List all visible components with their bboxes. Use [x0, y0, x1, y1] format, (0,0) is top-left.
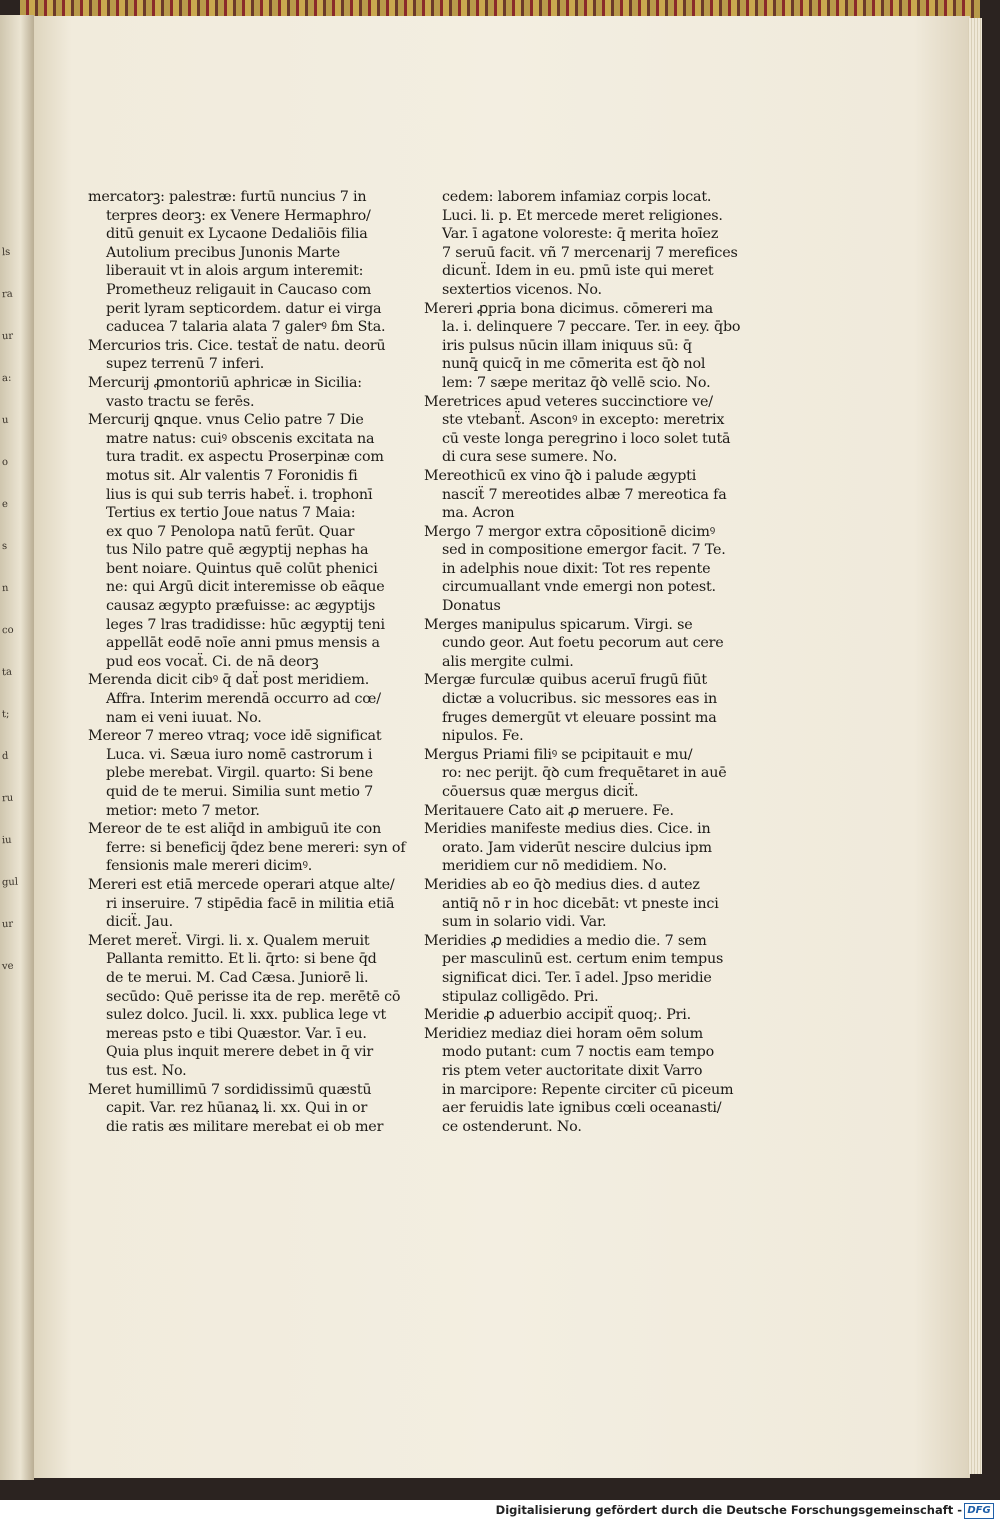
- text-line: in marcipore: Repente circiter cū piceum: [442, 1081, 734, 1098]
- text-line: secūdo: Quē perisse ita de rep. merētē cō: [106, 988, 401, 1005]
- text-line: significat dici. Ter. ī adel. Jpso meridie: [442, 969, 712, 986]
- text-line: cū veste longa peregrino i loco solet tutā: [442, 430, 731, 447]
- text-line: vasto tractu se ferēs.: [106, 393, 255, 410]
- margin-fragment: ur: [1, 918, 14, 931]
- text-line: Mereri est etiā mercede operari atque alte/: [88, 876, 395, 893]
- text-line: tus Nilo patre quē ægyptij nephas ha: [106, 542, 369, 559]
- text-line: Mercurij ꝓmontoriū aphricæ in Sicilia:: [88, 374, 362, 391]
- text-line: diciẗ. Jau.: [106, 914, 173, 931]
- text-line: antiq̄ nō r in hoc dicebāt: vt pneste inci: [442, 895, 719, 912]
- text-line: ris ptem veter auctoritate dixit Varro: [442, 1062, 703, 1079]
- text-column-right: [424, 188, 741, 1136]
- text-line: ex quo 7 Penolopa natū ferūt. Quar: [106, 523, 355, 540]
- text-line: Meret mereẗ. Virgi. li. x. Qualem meruit: [88, 932, 370, 949]
- text-line: ce ostenderunt. No.: [442, 1118, 582, 1135]
- text-line: nunq̄ quicq̄ in me cōmerita est q̄ꝺ nol: [442, 356, 706, 373]
- margin-fragment: o: [1, 456, 9, 469]
- text-line: lem: 7 sæpe meritaz q̄ꝺ vellē scio. No.: [442, 374, 711, 391]
- margin-fragment: ta: [1, 666, 13, 679]
- margin-fragment: ru: [1, 792, 14, 805]
- text-line: ditū genuit ex Lycaone Dedaliōis filia: [106, 226, 368, 243]
- text-line: fruges demergūt vt eleuare possint ma: [442, 709, 717, 726]
- text-line: Luca. vi. Sæua iuro nomē castrorum i: [106, 746, 373, 763]
- text-line: cōuersus quæ mergus diciẗ.: [442, 784, 639, 800]
- text-line: tus est. No.: [106, 1062, 187, 1079]
- text-line: Meretrices apud veteres succinctiore ve/: [424, 393, 713, 410]
- margin-fragment: n: [1, 582, 9, 595]
- text-line: cedem: laborem infamiaz corpis locat.: [442, 189, 712, 205]
- text-line: nasciẗ 7 mereotides albæ 7 mereotica fa: [442, 486, 727, 503]
- text-line: liberauit vt in alois argum interemit:: [106, 263, 364, 280]
- text-line: terpres deorꝫ: ex Venere Hermaphro/: [106, 207, 371, 224]
- text-line: iris pulsus nūcin illam iniquus sū: q̄: [442, 337, 692, 354]
- text-line: causaz ægypto præfuisse: ac ægyptijs: [106, 598, 376, 615]
- text-line: Mergæ furculæ quibus aceruī frugū fiūt: [424, 672, 707, 689]
- text-line: Donatus: [442, 598, 501, 615]
- text-line: perit lyram septicordem. datur ei virga: [106, 300, 382, 317]
- text-line: Var. ī agatone voloreste: q̄ merita hoīez: [442, 226, 719, 243]
- text-line: supez terrenū 7 inferi.: [106, 356, 265, 373]
- text-line: plebe merebat. Virgil. quarto: Si bene: [106, 765, 374, 782]
- text-line: Affra. Interim merendā occurro ad cœ/: [106, 691, 381, 708]
- text-line: Mercurij ꝗnque. vnus Celio patre 7 Die: [88, 412, 364, 429]
- text-line: nipulos. Fe.: [442, 728, 524, 745]
- text-line: Meridies manifeste medius dies. Cice. in: [424, 821, 711, 838]
- margin-fragment: ur: [1, 330, 14, 343]
- text-line: mercatorꝫ: palestræ: furtū nuncius 7 in: [88, 189, 367, 205]
- text-line: capit. Var. rez hūanaꝝ li. xx. Qui in or: [106, 1100, 368, 1117]
- text-line: ri inseruire. 7 stipēdia facē in militia etiā: [106, 895, 395, 912]
- text-line: matre natus: cuiꝰ obscenis excitata na: [106, 430, 375, 447]
- text-line: motus sit. Alr valentis 7 Foronidis fi: [106, 467, 358, 484]
- text-line: caducea 7 talaria alata 7 galerꝰ ɓm Sta.: [106, 319, 386, 336]
- text-line: Meridies ꝓ medidies a medio die. 7 sem: [424, 932, 707, 949]
- text-line: sextertios vicenos. No.: [442, 281, 602, 298]
- text-line: Mereor 7 mereo vtraq; voce idē significat: [88, 728, 382, 745]
- text-line: Meritauere Cato ait ꝓ meruere. Fe.: [424, 802, 674, 819]
- text-line: aer feruidis late ignibus cœli oceanasti/: [442, 1100, 722, 1117]
- text-line: Meridiez mediaz diei horam oēm solum: [424, 1025, 703, 1042]
- text-line: metior: meto 7 metor.: [106, 802, 260, 819]
- text-line: Autolium precibus Junonis Marte: [106, 244, 341, 261]
- text-line: lius is qui sub terris habeẗ. i. trophonī: [106, 486, 373, 503]
- previous-page-edge: [0, 15, 34, 1480]
- text-line: di cura sese sumere. No.: [442, 449, 618, 466]
- text-line: Pallanta remitto. Et li. q̄rto: si bene q̄d: [106, 951, 377, 968]
- margin-fragment: u: [1, 414, 9, 427]
- margin-fragment: ls: [1, 246, 11, 259]
- margin-fragment: t;: [1, 708, 10, 721]
- text-line: bent noiare. Quintus quē colūt phenici: [106, 560, 378, 577]
- text-line: ne: qui Argū dicit interemisse ob eāque: [106, 579, 385, 596]
- text-line: die ratis æs militare merebat ei ob mer: [106, 1118, 384, 1135]
- text-line: Merges manipulus spicarum. Virgi. se: [424, 616, 693, 633]
- text-line: tura tradit. ex aspectu Proserpinæ com: [106, 449, 384, 466]
- text-line: Mergo 7 mergor extra cōpositionē dicimꝰ: [424, 523, 715, 540]
- text-line: Meridies ab eo q̄ꝺ medius dies. d autez: [424, 876, 700, 893]
- text-line: Tertius ex tertio Joue natus 7 Maia:: [106, 505, 356, 522]
- text-line: leges 7 lras tradidisse: hūc ægyptij teni: [106, 616, 385, 633]
- text-line: appellāt eodē noīe anni pmus mensis a: [106, 635, 380, 652]
- text-line: meridiem cur nō medidiem. No.: [442, 858, 667, 875]
- footer-bar: [0, 1500, 1000, 1521]
- text-line: alis mergite culmi.: [442, 653, 574, 670]
- text-line: Mereor de te est aliq̄d in ambiguū ite con: [88, 821, 382, 838]
- margin-fragment: ve: [1, 960, 14, 973]
- text-line: circumuallant vnde emergi non potest.: [442, 579, 716, 596]
- text-line: Luci. li. p. Et mercede meret religiones.: [442, 207, 723, 224]
- margin-fragment: e: [1, 498, 9, 511]
- text-line: de te merui. M. Cad Cæsa. Juniorē li.: [106, 969, 369, 986]
- margin-fragment: ra: [1, 288, 14, 301]
- text-line: dicunẗ. Idem in eu. pmū iste qui meret: [442, 263, 714, 280]
- dfg-logo: DFG: [964, 1503, 994, 1519]
- text-line: Quia plus inquit merere debet in q̄ vir: [106, 1044, 373, 1061]
- text-line: ro: nec perijt. q̄ꝺ cum frequētaret in auē: [442, 765, 727, 782]
- text-line: Meret humillimū 7 sordidissimū quæstū: [88, 1081, 372, 1098]
- text-line: Prometheuz religauit in Caucaso com: [106, 281, 372, 298]
- margin-fragment: a:: [1, 372, 12, 385]
- text-line: ste vtebanẗ. Asconꝰ in excepto: meretrix: [442, 412, 725, 429]
- text-line: Mercurios tris. Cice. testaẗ de natu. deorū: [88, 337, 386, 354]
- text-line: orato. Jam viderūt nescire dulcius ipm: [442, 839, 712, 856]
- text-line: modo putant: cum 7 noctis eam tempo: [442, 1044, 714, 1061]
- text-line: la. i. delinquere 7 peccare. Ter. in eey. q̄bo: [442, 319, 741, 336]
- margin-fragment: gul: [1, 876, 19, 889]
- text-line: Mereri ꝓpria bona dicimus. cōmereri ma: [424, 300, 713, 317]
- text-line: sulez dolco. Jucil. li. xxx. publica lege vt: [106, 1007, 387, 1024]
- page-stack-edge: [968, 18, 982, 1474]
- text-line: Mergus Priami filiꝰ se pcipitauit e mu/: [424, 746, 693, 763]
- text-line: nam ei veni iuuat. No.: [106, 709, 262, 726]
- margin-fragment: d: [1, 750, 9, 763]
- text-line: 7 seruū facit. vñ 7 mercenarij 7 merefices: [442, 244, 738, 261]
- text-line: Merenda dicit cibꝰ q̄ daẗ post meridiem.: [88, 672, 370, 689]
- text-line: quid de te merui. Similia sunt metio 7: [106, 784, 373, 800]
- text-line: ferre: si beneficij q̄dez bene mereri: syn of: [106, 839, 406, 856]
- text-line: stipulaz colligēdo. Pri.: [442, 988, 599, 1005]
- funding-credit: Digitalisierung gefördert durch die Deutsche Forschungsgemeinschaft -: [495, 1503, 962, 1517]
- margin-fragment: s: [1, 540, 8, 553]
- text-line: ma. Acron: [442, 505, 515, 522]
- text-line: fensionis male mereri dicimꝰ.: [106, 858, 313, 875]
- text-line: mereas psto e tibi Quæstor. Var. ī eu.: [106, 1025, 367, 1042]
- text-line: per masculinū est. certum enim tempus: [442, 951, 724, 968]
- text-line: pud eos vocaẗ. Ci. de nā deorꝫ: [106, 653, 319, 670]
- text-line: Mereothicū ex vino q̄ꝺ i palude ægypti: [424, 467, 697, 484]
- text-line: cundo geor. Aut foetu pecorum aut cere: [442, 635, 724, 652]
- text-line: sum in solario vidi. Var.: [442, 914, 607, 931]
- text-line: Meridie ꝓ aduerbio accipiẗ quoq;. Pri.: [424, 1007, 692, 1024]
- margin-fragment: iu: [1, 834, 12, 847]
- text-line: dictæ a volucribus. sic messores eas in: [442, 691, 717, 708]
- margin-fragment: co: [1, 624, 14, 637]
- text-line: sed in compositione emergor facit. 7 Te.: [442, 542, 726, 559]
- text-column-left: [88, 188, 406, 1136]
- text-line: in adelphis noue dixit: Tot res repente: [442, 560, 711, 577]
